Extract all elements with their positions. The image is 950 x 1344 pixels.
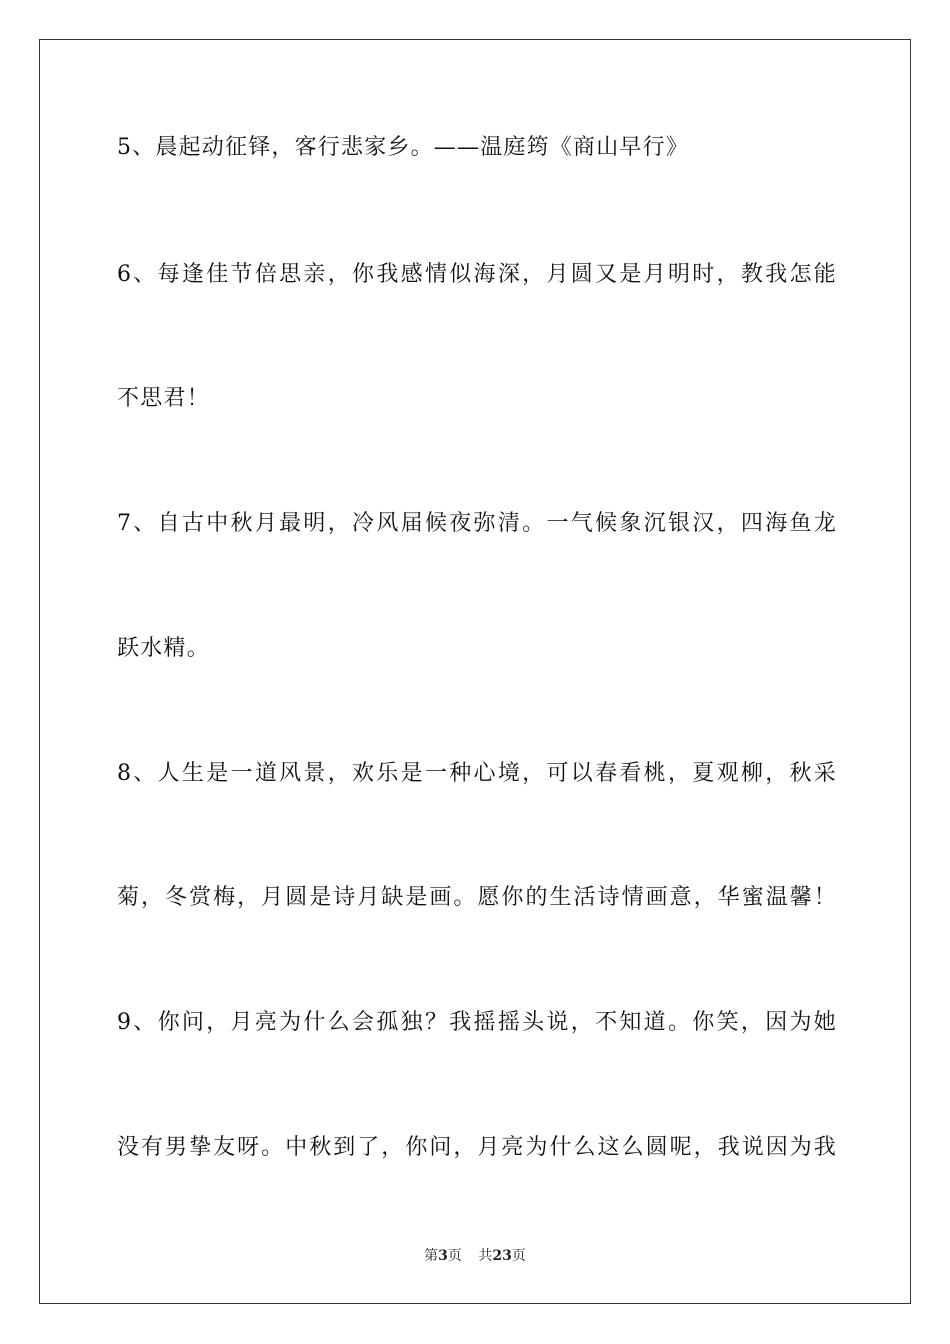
current-page-number: 3	[438, 1248, 448, 1264]
total-pages-prefix: 共	[478, 1248, 493, 1264]
text-line-6: 8、人生是一道风景，欢乐是一种心境，可以春看桃，夏观柳，秋采	[117, 761, 837, 786]
text-line-4: 7、自古中秋月最明，冷风届候夜弥清。一气候象沉银汉，四海鱼龙	[117, 511, 837, 536]
current-page-suffix: 页	[447, 1248, 462, 1264]
total-pages-suffix: 页	[511, 1248, 526, 1264]
total-pages-indicator	[478, 1248, 525, 1264]
text-line-2: 6、每逢佳节倍思亲，你我感情似海深，月圆又是月明时，教我怎能	[117, 262, 837, 287]
current-page-prefix: 第	[424, 1248, 439, 1264]
current-page-indicator	[424, 1248, 462, 1264]
page-footer	[0, 1246, 950, 1266]
text-line-3: 不思君！	[117, 386, 210, 411]
total-pages-number: 23	[492, 1248, 512, 1264]
text-line-1: 5、晨起动征铎，客行悲家乡。——温庭筠《商山早行》	[117, 135, 689, 160]
page-border	[39, 39, 911, 1304]
text-line-9: 没有男挚友呀。中秋到了，你问，月亮为什么这么圆呢，我说因为我	[117, 1135, 837, 1160]
text-line-5: 跃水精。	[117, 636, 210, 661]
text-line-7: 菊，冬赏梅，月圆是诗月缺是画。愿你的生活诗情画意，华蜜温馨！	[117, 885, 837, 910]
text-line-8: 9、你问，月亮为什么会孤独？我摇摇头说，不知道。你笑，因为她	[117, 1010, 837, 1035]
